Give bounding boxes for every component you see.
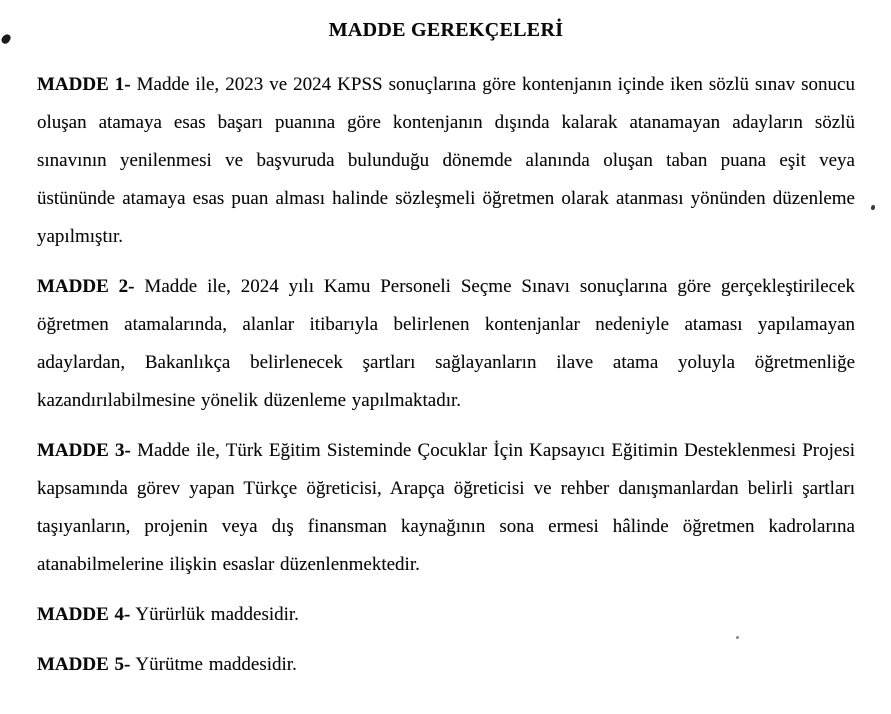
article-label: MADDE 4- bbox=[37, 604, 131, 625]
article-label: MADDE 5- bbox=[37, 654, 131, 675]
article-text: Madde ile, 2024 yılı Kamu Personeli Seçme Sınavı sonuçlarına göre gerçekleştirilecek öğretmen atamalarında, alanlar itibarıyla belirlenen kontenjanlar nedeniyle ataması yapılamayan adaylardan, Bakanlıkça belirlenecek şartları sağlayanların ilave atama yoluyla öğretmenliğe kazandırılabilmesine yönelik düzenleme yapılmaktadır. bbox=[37, 276, 855, 411]
page-title: MADDE GEREKÇELERİ bbox=[328, 19, 564, 41]
article-label: MADDE 3- bbox=[37, 440, 131, 461]
paragraph-madde-2 bbox=[37, 268, 855, 420]
article-label: MADDE 1- bbox=[37, 74, 131, 95]
paragraph-madde-3 bbox=[37, 432, 855, 584]
article-text: Madde ile, Türk Eğitim Sisteminde Çocuklar İçin Kapsayıcı Eğitimin Desteklenmesi Projesi kapsamında görev yapan Türkçe öğreticisi, Arapça öğreticisi ve rehber danışmanlardan belirli şartları taşıyanların, projenin veya dış finansman kaynağının sona ermesi hâlinde öğretmen kadrolarına atanabilmelerine ilişkin esaslar düzenlenmektedir. bbox=[37, 440, 855, 575]
article-text: Madde ile, 2023 ve 2024 KPSS sonuçlarına göre kontenjanın içinde iken sözlü sınav sonucu oluşan atamaya esas başarı puanına göre kontenjanın dışında kalarak atanamayan adayların sözlü sınavının yenilenmesi ve başvuruda bulunduğu dönemde alanında oluşan taban puana eşit veya üstününde atamaya esas puan alması halinde sözleşmeli öğretmen olarak atanması yönünden düzenleme yapılmıştır. bbox=[37, 74, 855, 247]
paragraph-madde-5 bbox=[37, 646, 855, 684]
article-text: Yürürlük maddesidir. bbox=[130, 604, 299, 625]
paragraph-madde-1 bbox=[37, 66, 855, 256]
article-text: Yürütme maddesidir. bbox=[130, 654, 297, 675]
article-label: MADDE 2- bbox=[37, 276, 135, 297]
paragraph-madde-4 bbox=[37, 596, 855, 634]
